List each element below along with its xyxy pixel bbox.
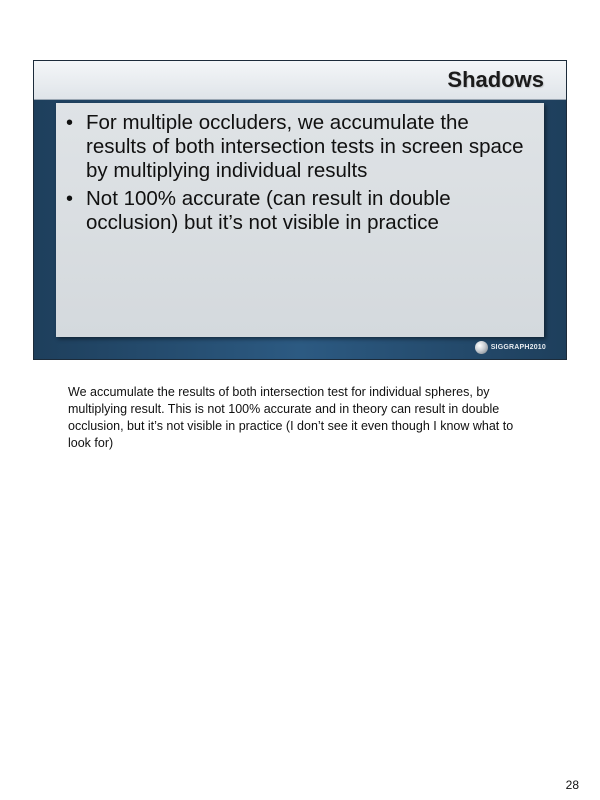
logo-text: SIGGRAPH2010 (490, 343, 546, 351)
bullet-marker: • (66, 112, 74, 134)
siggraph-logo (475, 340, 546, 354)
bullet-item (64, 187, 534, 235)
speaker-notes: We accumulate the results of both intersection test for individual spheres, by multiplying result. This is not 100% accurate and in theory can result in double occlusion, but it’s not visible in practice (I don’t see it even though I know what to look for) (68, 385, 514, 450)
slide-content-panel (56, 103, 544, 337)
bullet-list (64, 111, 534, 239)
bullet-marker: • (66, 188, 74, 210)
siggraph-logo-icon (475, 341, 488, 354)
bullet-text: For multiple occluders, we accumulate the results of both intersection tests in screen space by multiplying individual results (86, 111, 524, 182)
bullet-text: Not 100% accurate (can result in double occlusion) but it’s not visible in practice (86, 187, 451, 234)
slide-header (34, 61, 566, 100)
slide (33, 60, 567, 360)
page-number: 28 (565, 778, 579, 792)
bullet-item (64, 111, 534, 183)
slide-title: Shadows (447, 67, 544, 92)
